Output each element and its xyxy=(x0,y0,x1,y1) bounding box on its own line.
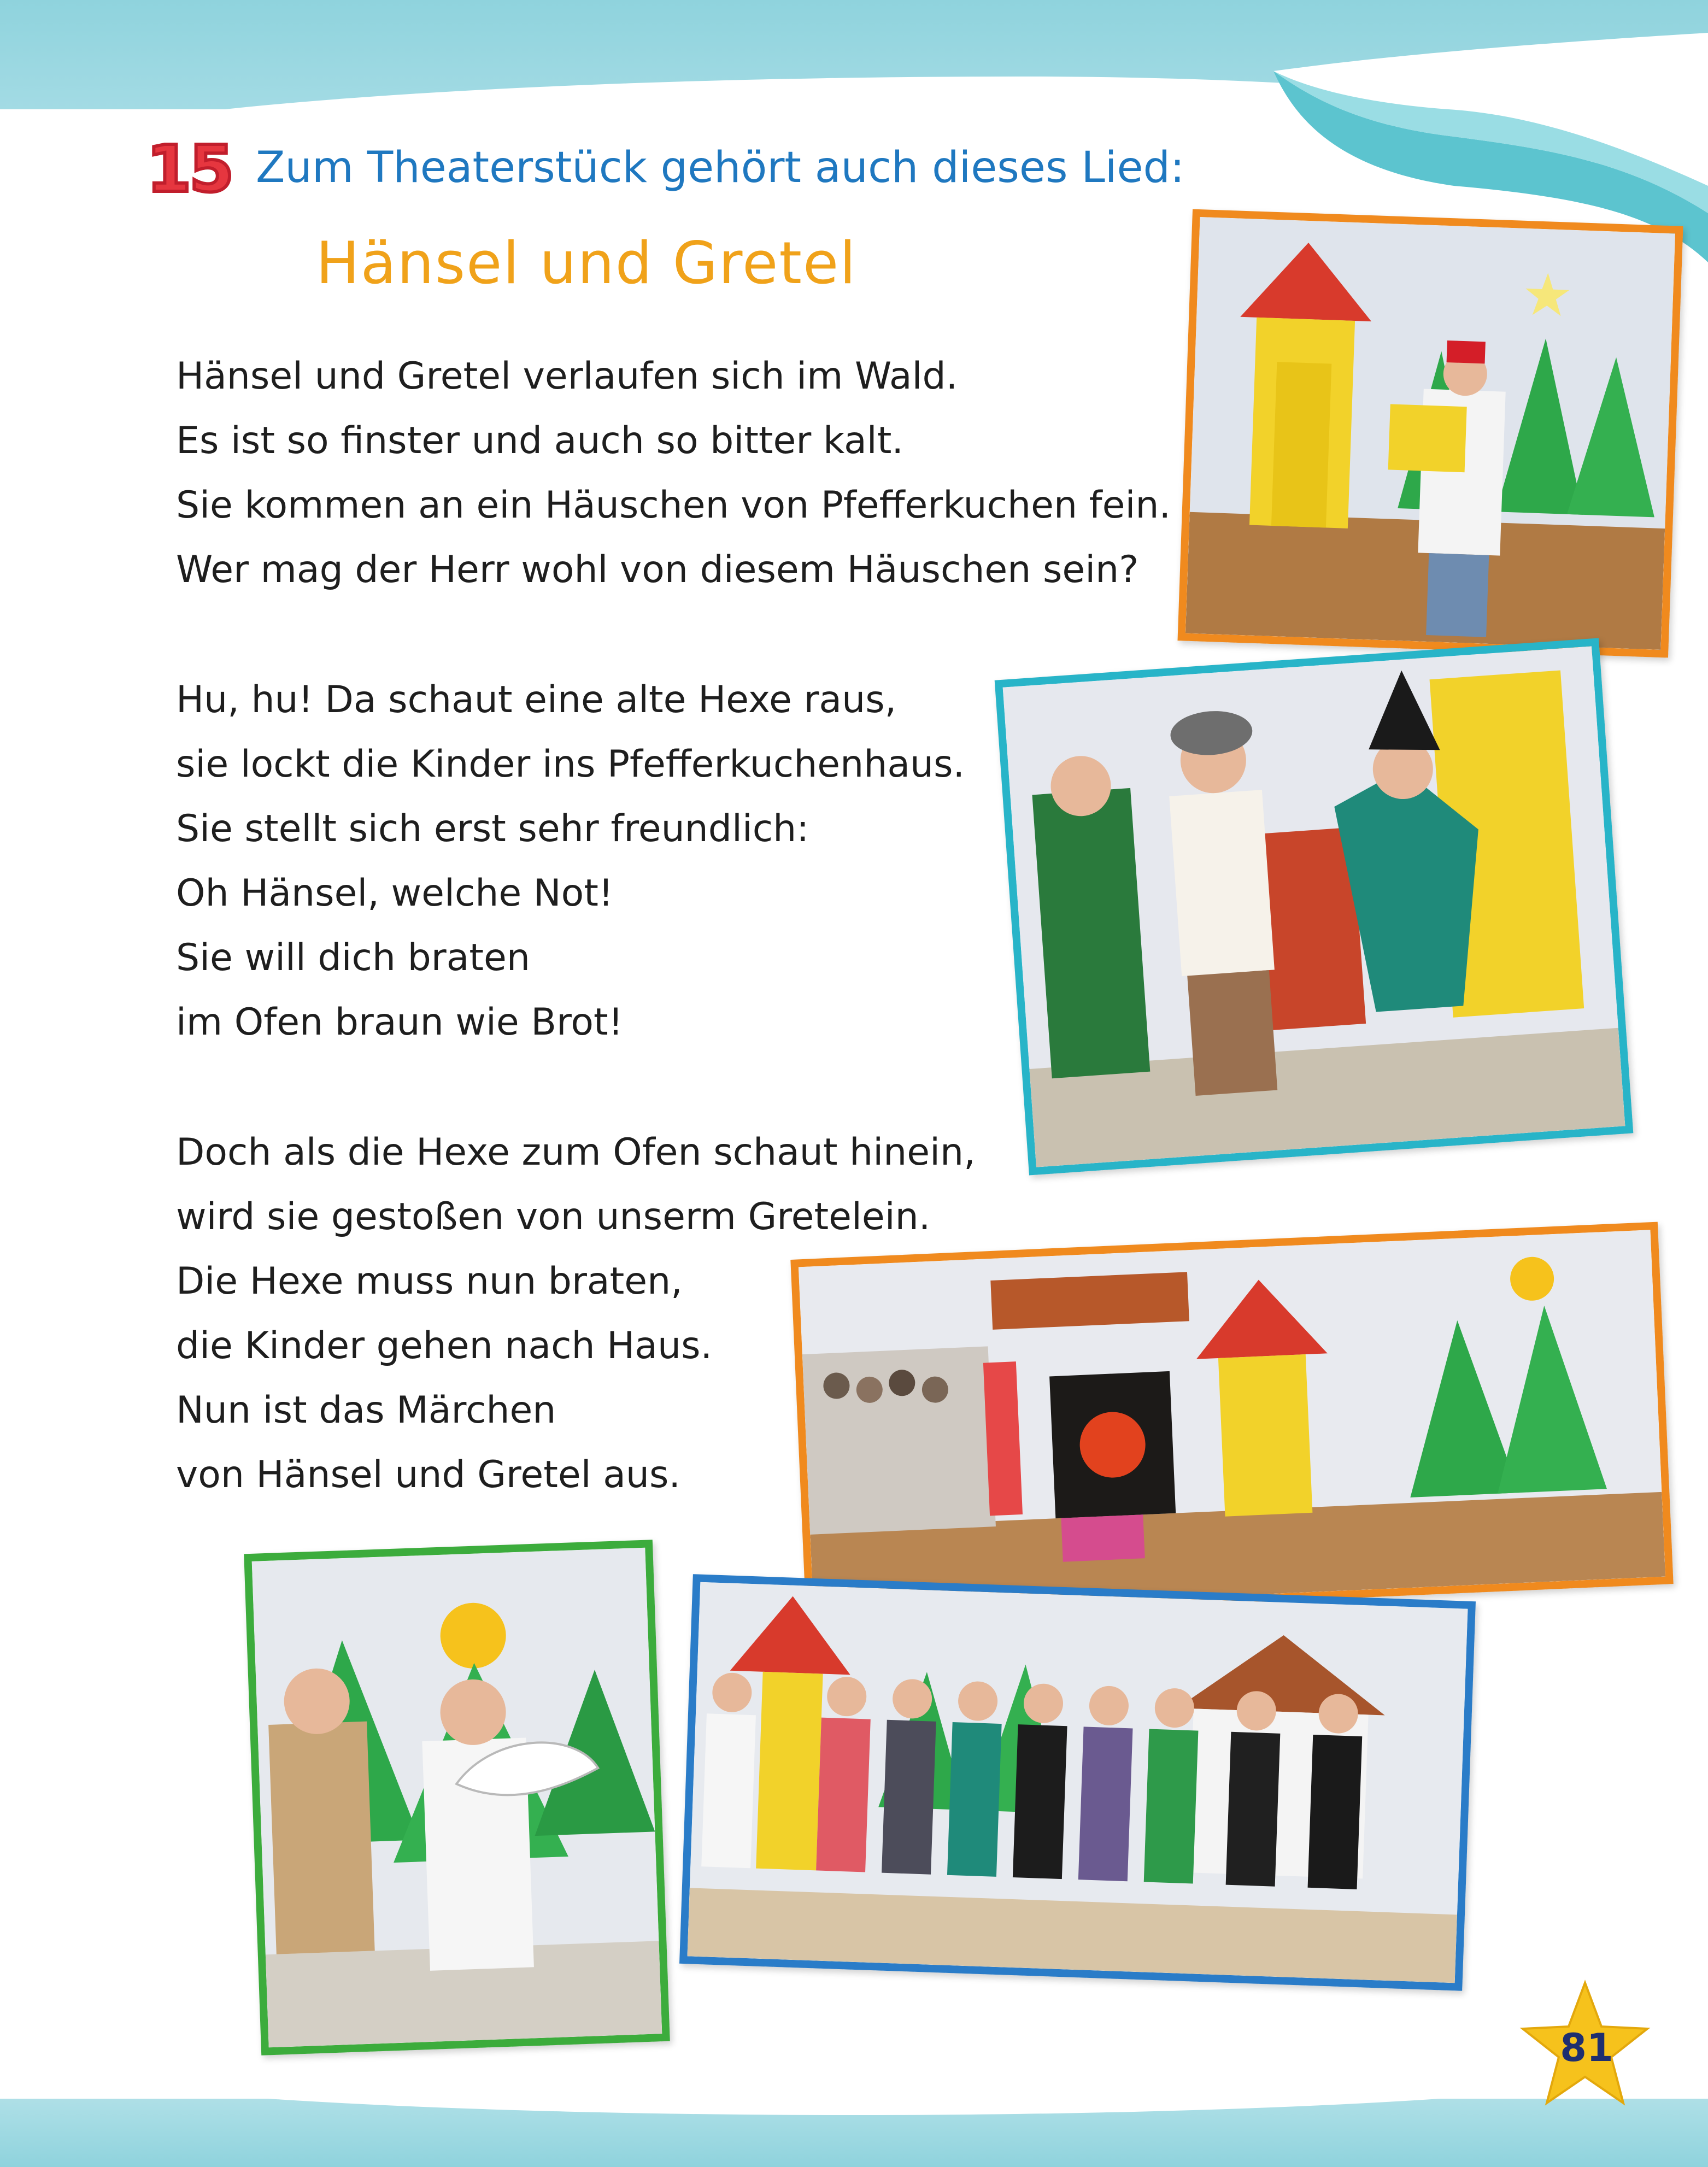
stanza-line: Nun ist das Märchen xyxy=(176,1389,556,1432)
photo-stage-audience xyxy=(790,1222,1673,1622)
stanza-line: Die Hexe muss nun braten, xyxy=(176,1260,683,1303)
task-instruction: Zum Theaterstück gehört auch dieses Lied: xyxy=(256,143,1185,192)
task-number: 15 xyxy=(146,131,232,207)
stanza-line: Doch als die Hexe zum Ofen schaut hinein, xyxy=(176,1131,976,1174)
stanza-line: Es ist so finster und auch so bitter kalt. xyxy=(176,419,903,462)
stanza-line: Hu, hu! Da schaut eine alte Hexe raus, xyxy=(176,678,897,721)
stanza-line: Sie kommen an ein Häuschen von Pfefferkuchen fein. xyxy=(176,484,1171,527)
photo-cast-lineup xyxy=(679,1574,1476,1991)
stanza-line: von Hänsel und Gretel aus. xyxy=(176,1453,681,1496)
stanza-line: im Ofen braun wie Brot! xyxy=(176,1001,623,1044)
stanza-line: wird sie gestoßen von unserm Gretelein. xyxy=(176,1195,931,1238)
stanza-line: Sie stellt sich erst sehr freundlich: xyxy=(176,807,809,850)
stanza-line: Wer mag der Herr wohl von diesem Häuschen sein? xyxy=(176,548,1139,591)
page-number: 81 xyxy=(1560,2025,1613,2070)
photo-boy-reading xyxy=(1177,209,1683,658)
stanza-line: sie lockt die Kinder ins Pfefferkuchenhaus. xyxy=(176,743,965,786)
stanza-line: Sie will dich braten xyxy=(176,936,530,979)
song-title: Hänsel und Gretel xyxy=(316,230,857,297)
photo-witch-scene xyxy=(995,638,1634,1175)
stanza-1 xyxy=(176,344,1171,602)
stanza-2 xyxy=(176,668,965,1055)
stanza-line: Hänsel und Gretel verlaufen sich im Wald. xyxy=(176,355,958,398)
stanza-line: Oh Hänsel, welche Not! xyxy=(176,872,614,915)
stanza-line: die Kinder gehen nach Haus. xyxy=(176,1324,713,1367)
photo-forest-goose xyxy=(244,1540,670,2056)
